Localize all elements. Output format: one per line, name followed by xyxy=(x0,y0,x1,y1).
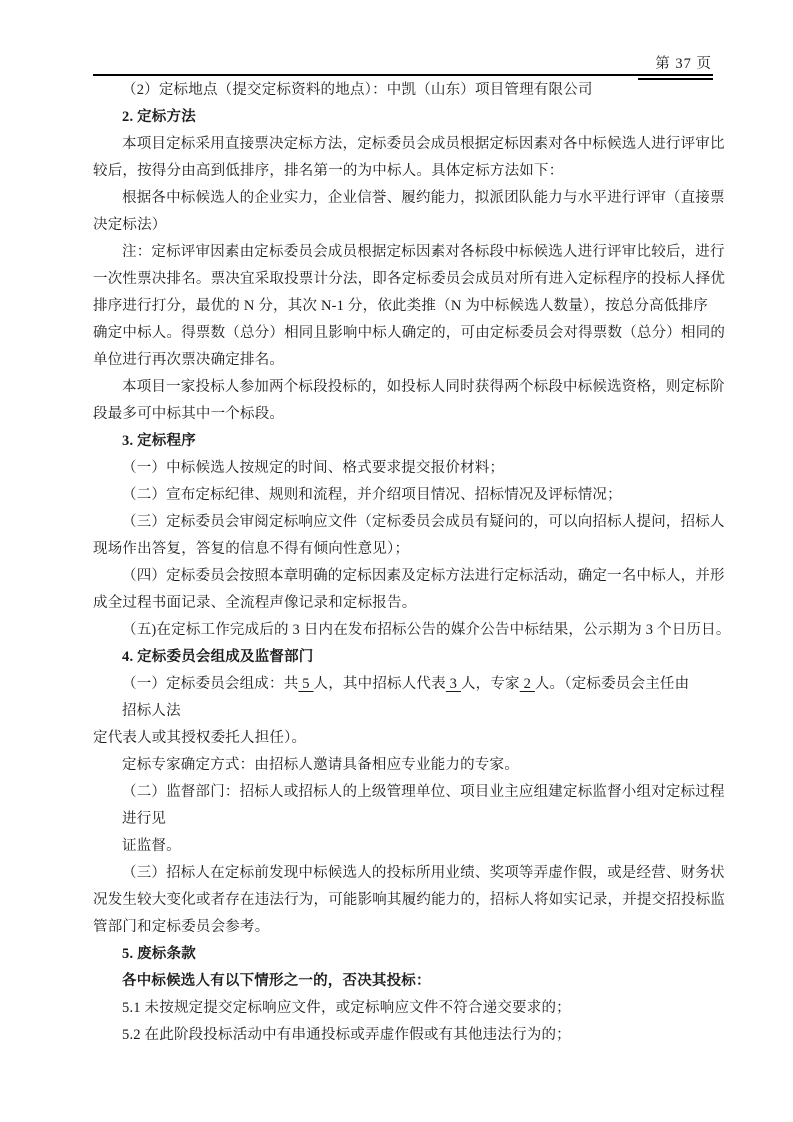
text-line: 5.2 在此阶段投标活动中有串通投标或弄虚作假或有其他违法行为的； xyxy=(122,1027,571,1043)
text-line: 确定中标人。得票数（总分）相同且影响中标人确定的，可由定标委员会对得票数（总分）相同的 xyxy=(93,325,726,341)
text-line: （一）中标候选人按规定的时间、格式要求提交报价材料； xyxy=(122,460,505,476)
heading-section-4: 4. 定标委员会组成及监督部门 xyxy=(122,649,314,665)
text-line: （二）监督部门：招标人或招标人的上级管理单位、项目业主应组建定标监督小组对定标过程 xyxy=(122,784,725,800)
text-line: 定标专家确定方式：由招标人邀请具备相应专业能力的专家。 xyxy=(122,757,519,773)
text-line: 现场作出答复，答复的信息不得有倾向性意见）； xyxy=(93,541,410,557)
text-line: 一次性票决排名。票决宜采取投票计分法，即各定标委员会成员对所有进入定标程序的投标人择优 xyxy=(93,271,726,287)
text-line: 成全过程书面记录、全流程声像记录和定标报告。 xyxy=(93,595,417,611)
text-line: （2）定标地点（提交定标资料的地点）：中凯（山东）项目管理有限公司 xyxy=(122,82,593,98)
text-line: 单位进行再次票决确定排名。 xyxy=(93,352,285,368)
text-line: 较后，按得分由高到低排序，排名第一的为中标人。具体定标方法如下： xyxy=(93,163,564,179)
heading-section-5: 5. 废标条款 xyxy=(122,946,196,962)
text-line: 招标人法 xyxy=(122,703,181,719)
underlined-value: 2 xyxy=(519,676,535,692)
text-segment: （一）定标委员会组成：共 xyxy=(122,676,299,692)
page-number: 第 37 页 xyxy=(655,56,712,72)
text-line: 进行见 xyxy=(122,811,167,827)
text-line: （五)在定标工作完成后的 3 日内在发布招标公告的媒介公告中标结果，公示期为 3 个日历日。 xyxy=(122,622,731,638)
text-line: （二）宣布定标纪律、规则和流程，并介绍项目情况、招标情况及评标情况； xyxy=(122,487,622,503)
text-line: 管部门和定标委员会参考。 xyxy=(93,919,270,935)
underlined-value: 3 xyxy=(445,676,461,692)
text-line: 注：定标评审因素由定标委员会成员根据定标因素对各标段中标候选人进行评审比较后，进行 xyxy=(122,244,725,260)
header-rule xyxy=(93,74,713,76)
underlined-value: 5 xyxy=(298,676,314,692)
text-segment: 人，其中招标人代表 xyxy=(313,676,446,692)
text-line: 根据各中标候选人的企业实力，企业信誉、履约能力，拟派团队能力与水平进行评审（直接票 xyxy=(122,190,725,206)
document-body xyxy=(93,77,731,1049)
text-line: （三）招标人在定标前发现中标候选人的投标所用业绩、奖项等弄虚作假，或是经营、财务状 xyxy=(122,865,725,881)
text-line: 定代表人或其授权委托人担任）。 xyxy=(93,730,307,746)
text-line: 本项目一家投标人参加两个标段投标的，如投标人同时获得两个标段中标候选资格，则定标阶 xyxy=(122,379,725,395)
committee-composition-line xyxy=(93,671,725,698)
text-line: 证监督。 xyxy=(122,838,181,854)
text-line: 决定标法） xyxy=(93,217,167,233)
text-line: （三）定标委员会审阅定标响应文件（定标委员会成员有疑问的，可以向招标人提问，招标人 xyxy=(122,514,725,530)
text-line: （四）定标委员会按照本章明确的定标因素及定标方法进行定标活动，确定一名中标人，并形 xyxy=(122,568,725,584)
text-line: 5.1 未按规定提交定标响应文件，或定标响应文件不符合递交要求的； xyxy=(122,1000,571,1016)
heading-section-2: 2. 定标方法 xyxy=(122,109,196,125)
text-line: 排序进行打分，最优的 N 分，其次 N-1 分，依此类推（N 为中标候选人数量），按总分高低排序 xyxy=(93,298,708,314)
text-line: 本项目定标采用直接票决定标方法，定标委员会成员根据定标因素对各中标候选人进行评审比 xyxy=(122,136,725,152)
text-line: 段最多可中标其中一个标段。 xyxy=(93,406,285,422)
heading-section-3: 3. 定标程序 xyxy=(122,433,196,449)
text-line: 况发生较大变化或者存在违法行为，可能影响其履约能力的，招标人将如实记录，并提交招投标监 xyxy=(93,892,726,908)
rejection-clause-lead: 各中标候选人有以下情形之一的，否决其投标： xyxy=(122,973,431,989)
text-segment: 人。（定标委员会主任由 xyxy=(534,676,690,692)
text-segment: 人，专家 xyxy=(460,676,520,692)
